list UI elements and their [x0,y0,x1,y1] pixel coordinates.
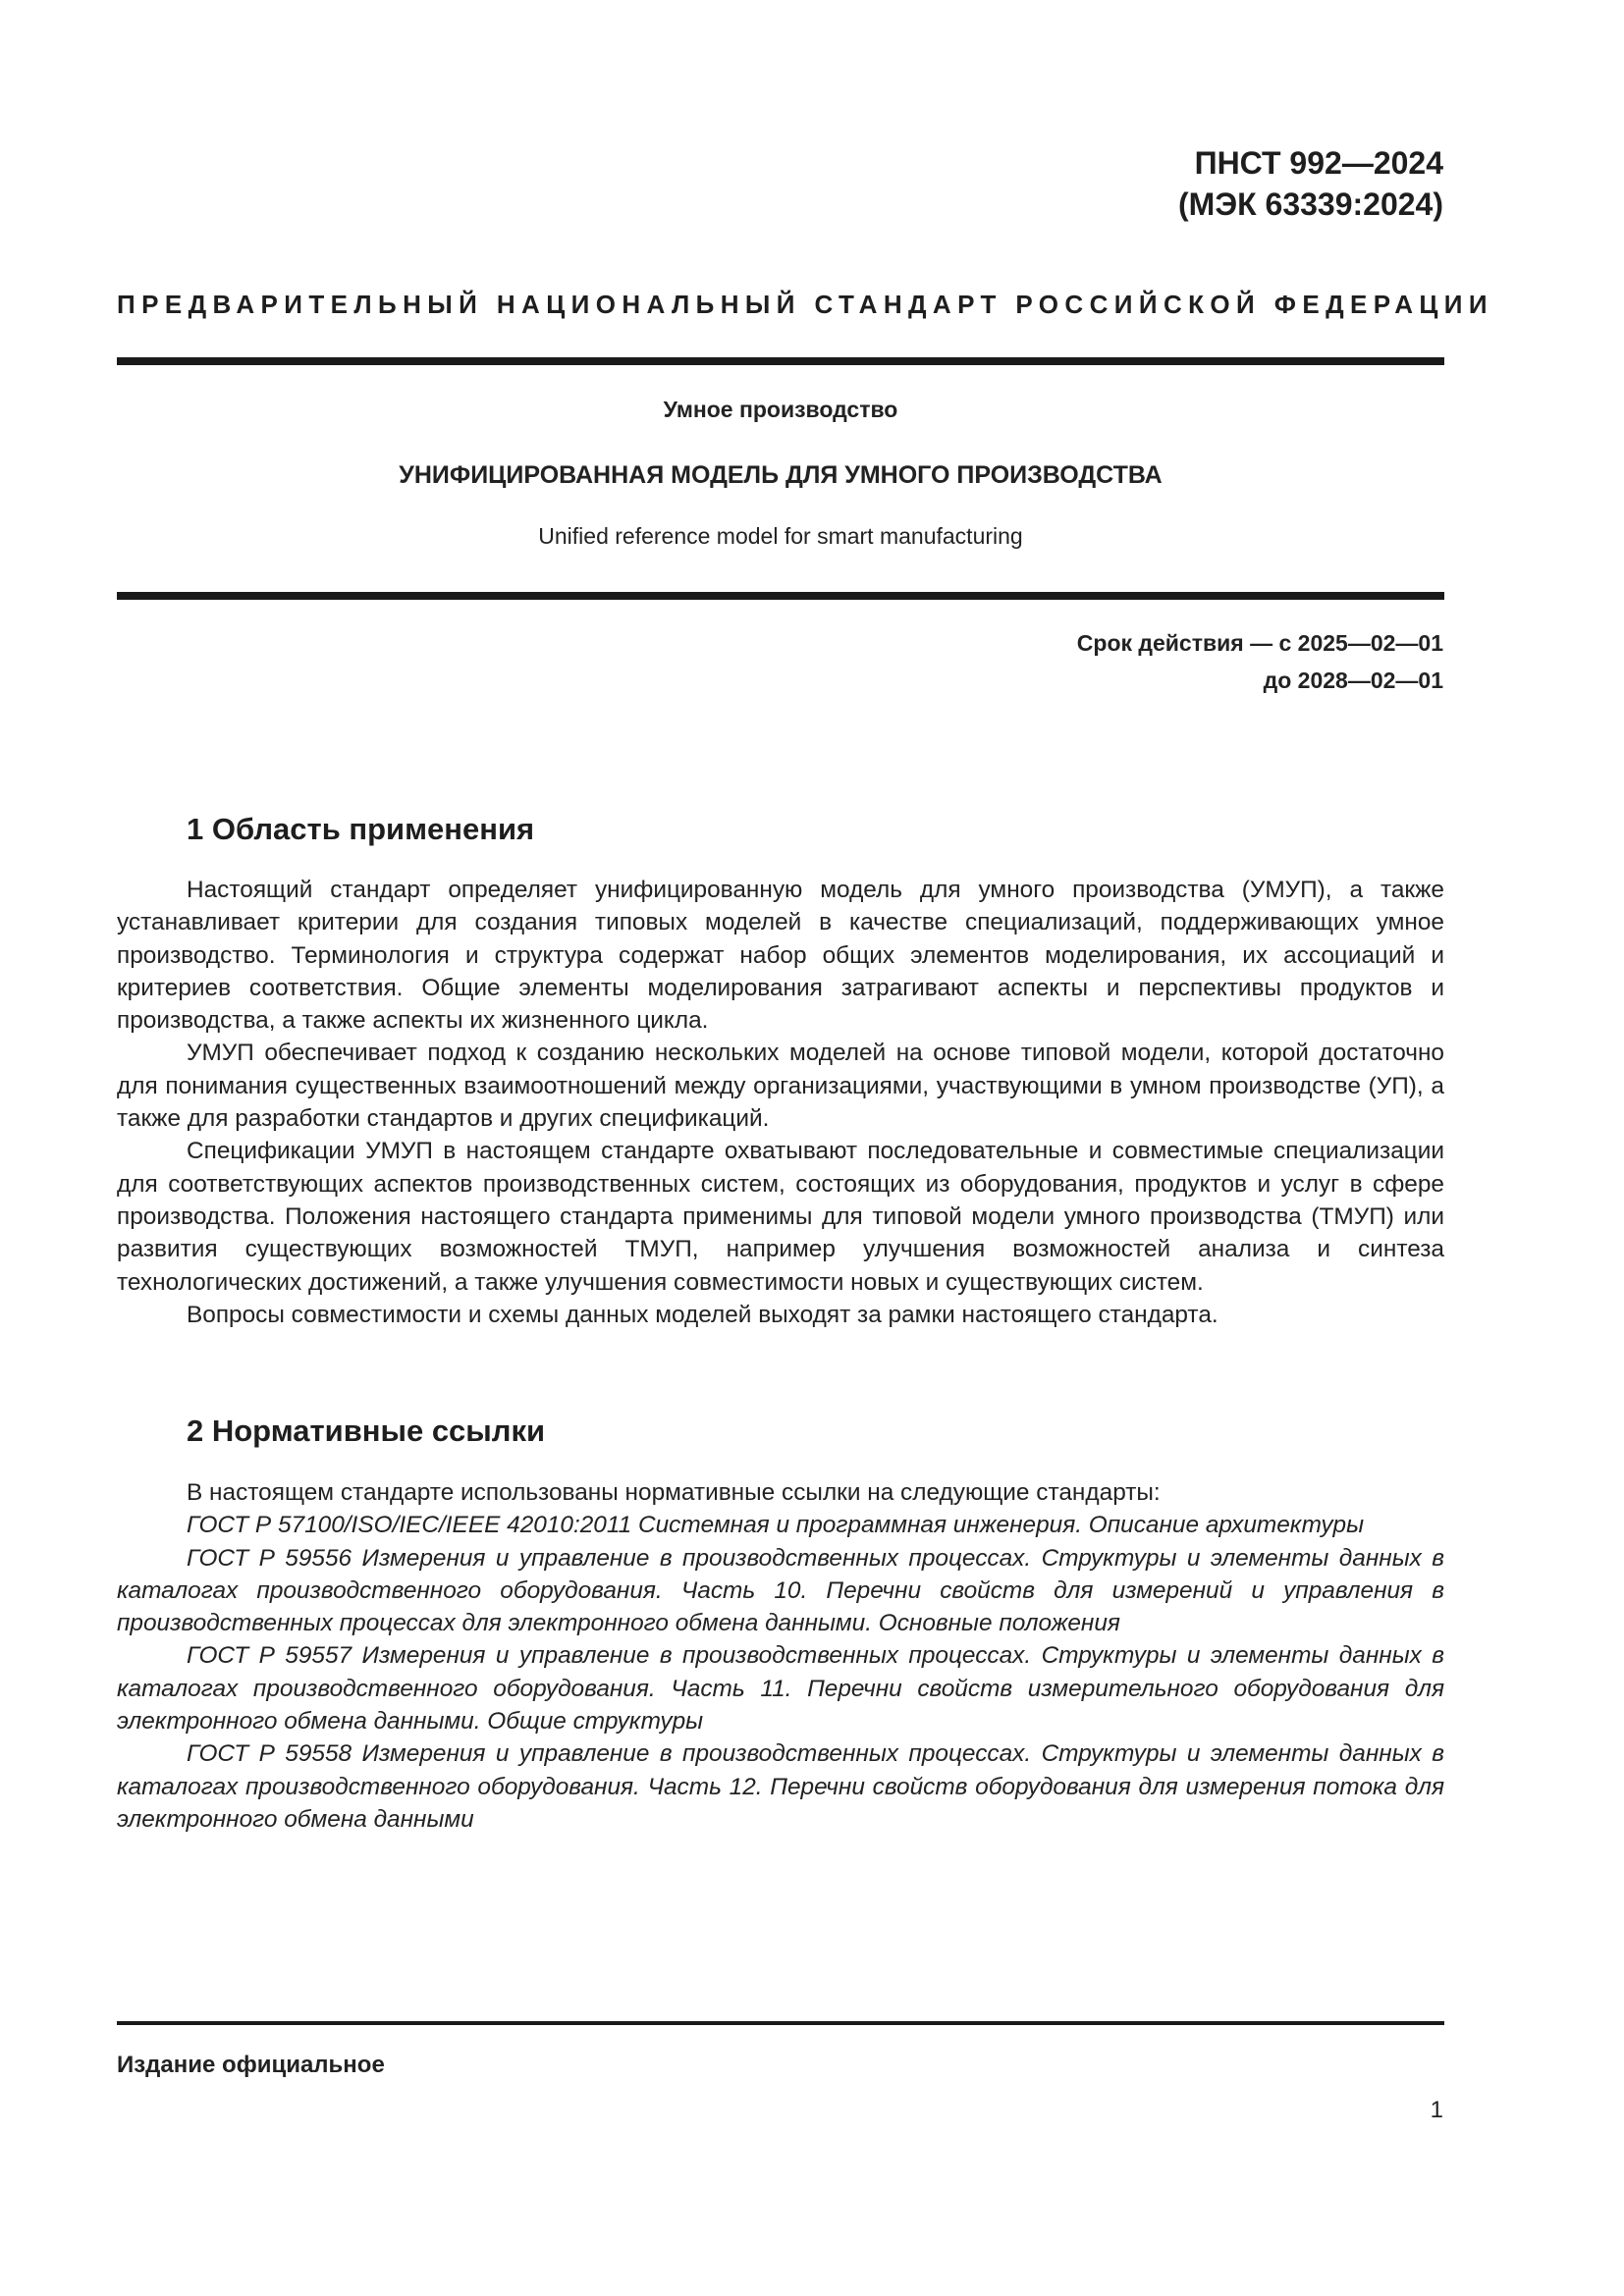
section-2-body [117,1476,1444,1836]
validity-from: Срок действия — с 2025—02—01 [1076,630,1443,656]
title-divider [117,592,1444,600]
official-edition-label: Издание официальное [117,2052,385,2078]
english-title: Unified reference model for smart manufacturing [538,523,1023,549]
iec-number: (МЭК 63339:2024) [1178,187,1443,222]
reference-item: ГОСТ Р 59557 Измерения и управление в производственных процессах. Структуры и элементы данных в каталогах производственного оборудования. Часть 11. Перечни свойств измерительного оборудования для электронного обмена данными. Общие структуры [117,1642,1444,1735]
validity-to: до 2028—02—01 [1263,667,1443,693]
subject-line: Умное производство [663,397,898,422]
section-2-heading: 2 Нормативные ссылки [187,1414,546,1448]
page-number: 1 [1430,2097,1443,2123]
standard-designation [854,142,1443,225]
paragraph: УМУП обеспечивает подход к созданию нескольких моделей на основе типовой модели, которой достаточно для понимания существенных взаимоотношений между организациями, участвующими в умном производстве (УП), а также для разработки стандартов и других спецификаций. [117,1040,1444,1133]
reference-item: ГОСТ Р 59558 Измерения и управление в производственных процессах. Структуры и элементы данных в каталогах производственного оборудования. Часть 12. Перечни свойств оборудования для измерения потока для электронного обмена данными [117,1740,1444,1833]
reference-item: ГОСТ Р 57100/ISO/IEC/IEEE 42010:2011 Системная и программная инженерия. Описание архитектуры [187,1512,1365,1539]
paragraph: Настоящий стандарт определяет унифицированную модель для умного производства (УМУП), а также устанавливает критерии для создания типовых моделей в качестве специализаций, поддерживающих умное производство. Терминология и структура содержат набор общих элементов моделирования, их ассоциаций и критериев соответствия. Общие элементы моделирования затрагивают аспекты и перспективы продуктов и производства, а также аспекты их жизненного цикла. [117,877,1444,1035]
paragraph: Спецификации УМУП в настоящем стандарте охватывают последовательные и совместимые специализации для соответствующих аспектов производственных систем, состоящих из оборудования, продуктов и услуг в сфере производства. Положения настоящего стандарта применимы для типовой модели умного производства (ТМУП) или развития существующих возможностей ТМУП, например улучшения возможностей анализа и синтеза технологических достижений, а также улучшения совместимости новых и существующих систем. [117,1138,1444,1296]
section-1-body [117,874,1444,1331]
standard-category-title: ПРЕДВАРИТЕЛЬНЫЙ НАЦИОНАЛЬНЫЙ СТАНДАРТ РОССИЙСКОЙ ФЕДЕРАЦИИ [117,290,1493,319]
page-title: УНИФИЦИРОВАННАЯ МОДЕЛЬ ДЛЯ УМНОГО ПРОИЗВОДСТВА [399,461,1163,489]
section-1-heading: 1 Область применения [187,812,535,846]
references-intro: В настоящем стандарте использованы нормативные ссылки на следующие стандарты: [187,1479,1161,1506]
reference-item: ГОСТ Р 59556 Измерения и управление в производственных процессах. Структуры и элементы данных в каталогах производственного оборудования. Часть 10. Перечни свойств для измерений и управления в производственных процессах для электронного обмена данными. Основные положения [117,1544,1444,1637]
validity-period [854,624,1443,699]
standard-number: ПНСТ 992—2024 [1194,145,1443,181]
top-divider [117,357,1444,365]
paragraph: Вопросы совместимости и схемы данных моделей выходят за рамки настоящего стандарта. [187,1301,1218,1328]
footer-divider [117,2021,1444,2025]
